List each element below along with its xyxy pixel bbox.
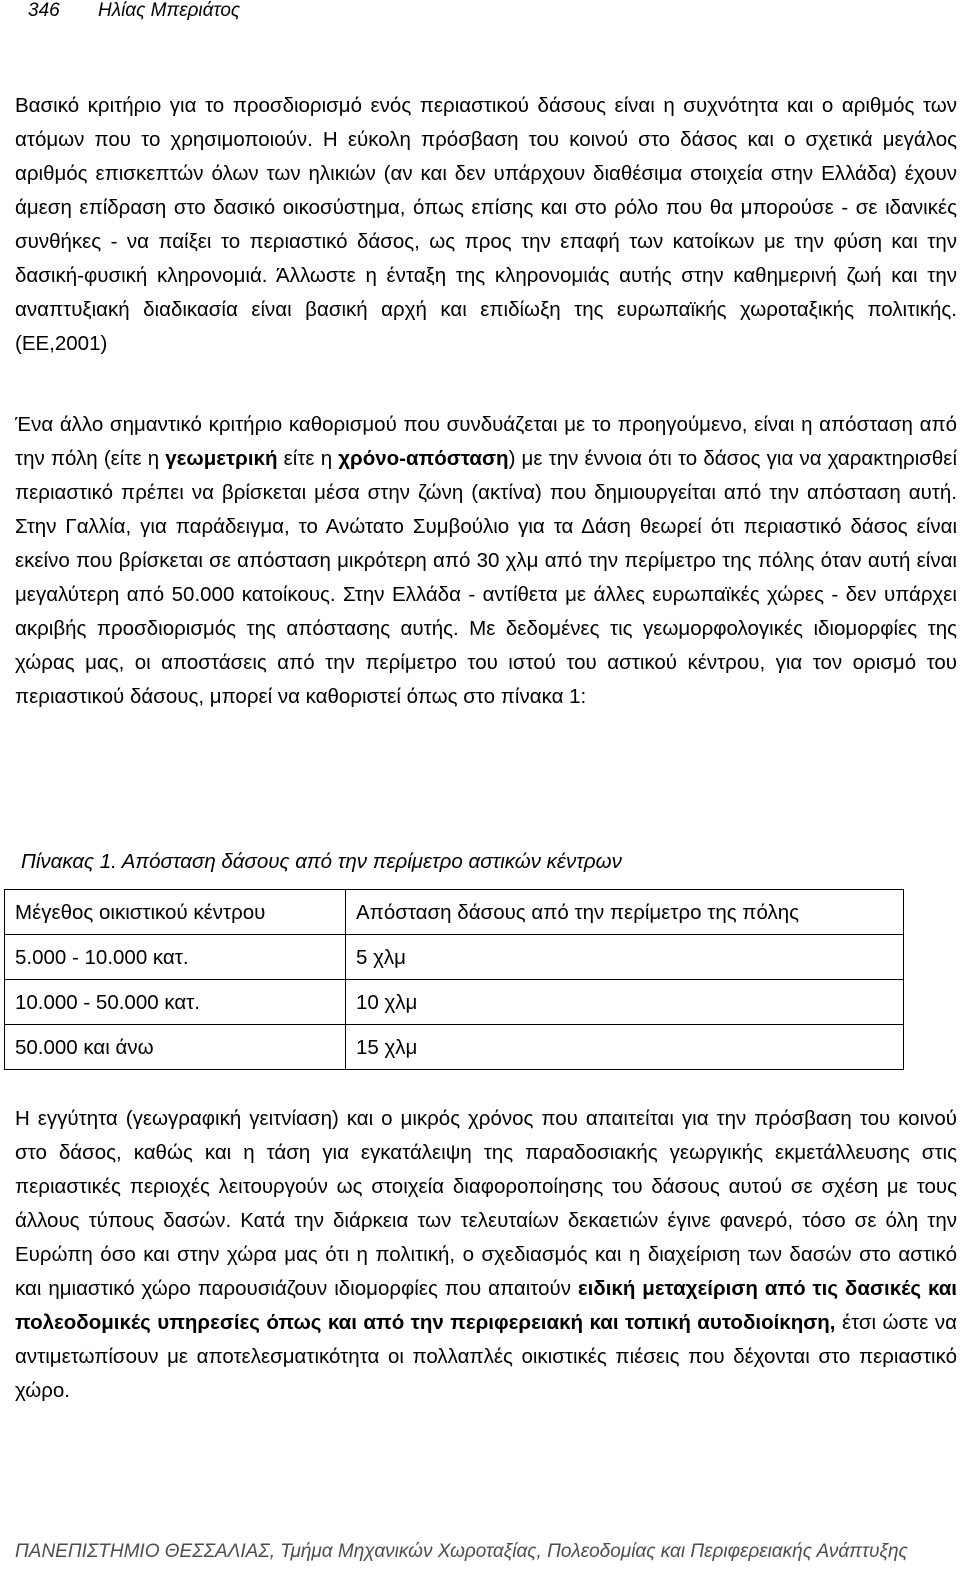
- paragraph-1: Βασικό κριτήριο για το προσδιορισμό ενός περιαστικού δάσους είναι η συχνότητα και ο αριθμός των ατόμων που το χρησιμοποιούν. Η εύκολη πρόσβαση του κοινού στο δάσος και ο σχετικά μεγάλος αριθμός επισκεπτών όλων των ηλικιών (αν και δεν υπάρχουν διαθέσιμα στοιχεία στην Ελλάδα) έχουν άμεση επίδραση στο δασικό οικοσύστημα, όπως επίσης και στο ρόλο που θα μπορούσε - σε ιδανικές συνθήκες - να παίξει το περιαστικό δάσος, ως προς την επαφή των κατοίκων με την φύση και την δασική-φυσική κληρονομιά. Άλλωστε η ένταξη της κληρονομιάς αυτής στην καθημερινή ζωή και την αναπτυξιακή διαδικασία είναι βασική αρχή και επιδίωξη της ευρωπαϊκής χωροταξικής πολιτικής. (ΕΕ,2001): [15, 94, 957, 355]
- paragraph-2-text-c: ) με την έννοια ότι το δάσος για να χαρακτηρισθεί περιαστικό πρέπει να βρίσκεται μέσα στην ζώνη (ακτίνα) που δημιουργείται από την απόσταση αυτή. Στην Γαλλία, για παράδειγμα, το Ανώτατο Συμβούλιο για τα Δάση θεωρεί ότι περιαστικό δάσος είναι εκείνο που βρίσκεται σε απόσταση μικρότερη από 30 χλμ από την περίμετρο της πόλης όταν αυτή είναι μεγαλύτερη από 50.000 κατοίκους. Στην Ελλάδα - αντίθετα με άλλες ευρωπαϊκές χώρες - δεν υπάρχει ακριβής προσδιορισμός της απόστασης αυτής. Με δεδομένες τις γεωμορφολογικές ιδιομορφίες της χώρας μας, οι αποστάσεις από την περίμετρο του ιστού του αστικού κέντρου, για τον ορισμό του περιαστικού δάσους, μπορεί να καθοριστεί όπως στο πίνακα 1:: [15, 447, 957, 708]
- bold-phrase-special-treatment: ειδική μεταχείριση από τις δασικές και πολεοδομικές υπηρεσίες όπως και από την περιφερειακή και τοπική αυτοδιοίκηση,: [15, 1277, 957, 1334]
- table-cell: 50.000 και άνω: [5, 1025, 346, 1070]
- table-header-cell: Απόσταση δάσους από την περίμετρο της πόλης: [346, 890, 904, 935]
- table-cell: 15 χλμ: [346, 1025, 904, 1070]
- table-row: [5, 980, 904, 1025]
- table-cell: 5.000 - 10.000 κατ.: [5, 935, 346, 980]
- table-cell: 5 χλμ: [346, 935, 904, 980]
- page-header: [28, 0, 240, 22]
- paragraph-3-text-b: έτσι ώστε να αντιμετωπίσουν με αποτελεσματικότητα οι πολλαπλές οικιστικές πιέσεις που δέχονται στο περιαστικό χώρο.: [15, 1311, 957, 1402]
- table-header-cell: Μέγεθος οικιστικού κέντρου: [5, 890, 346, 935]
- paragraph-2: [15, 408, 957, 714]
- page-number: 346: [28, 0, 60, 21]
- paragraph-3: [15, 1102, 957, 1408]
- distance-table: [4, 889, 904, 1070]
- bold-term-geometric: γεωμετρική: [165, 447, 278, 470]
- paragraph-2-text-a: Ένα άλλο σημαντικό κριτήριο καθορισμού που συνδυάζεται με το προηγούμενο, είναι η απόσταση από την πόλη (είτε η: [15, 413, 957, 470]
- paragraph-2-text-b: είτε η: [277, 447, 339, 470]
- table-header-row: [5, 890, 904, 935]
- bold-term-time-distance: χρόνο-απόσταση: [338, 447, 509, 470]
- table-cell: 10 χλμ: [346, 980, 904, 1025]
- table-caption: Πίνακας 1. Απόσταση δάσους από την περίμετρο αστικών κέντρων: [21, 850, 622, 873]
- paragraph-3-text-a: Η εγγύτητα (γεωγραφική γειτνίαση) και ο μικρός χρόνος που απαιτείται για την πρόσβαση του κοινού στο δάσος, καθώς και η τάση για εγκατάλειψη της παραδοσιακής γεωργικής εκμετάλλευσης στις περιαστικές περιοχές λειτουργούν ως στοιχεία διαφοροποίησης του δάσους αυτού σε σχέση με τους άλλους τύπους δασών. Κατά την διάρκεια των τελευταίων δεκαετιών έγινε φανερό, τόσο σε όλη την Ευρώπη όσο και στην χώρα μας ότι η πολιτική, ο σχεδιασμός και η διαχείριση των δασών στο αστικό και ημιαστικό χώρο παρουσιάζουν ιδιομορφίες που απαιτούν: [15, 1107, 957, 1300]
- table-row: [5, 935, 904, 980]
- table-cell: 10.000 - 50.000 κατ.: [5, 980, 346, 1025]
- author-name: Ηλίας Μπεριάτος: [98, 0, 241, 21]
- table-row: [5, 1025, 904, 1070]
- page-footer: ΠΑΝΕΠΙΣΤΗΜΙΟ ΘΕΣΣΑΛΙΑΣ, Τμήμα Μηχανικών Χωροταξίας, Πολεοδομίας και Περιφερειακής Ανάπτυξης: [15, 1541, 908, 1562]
